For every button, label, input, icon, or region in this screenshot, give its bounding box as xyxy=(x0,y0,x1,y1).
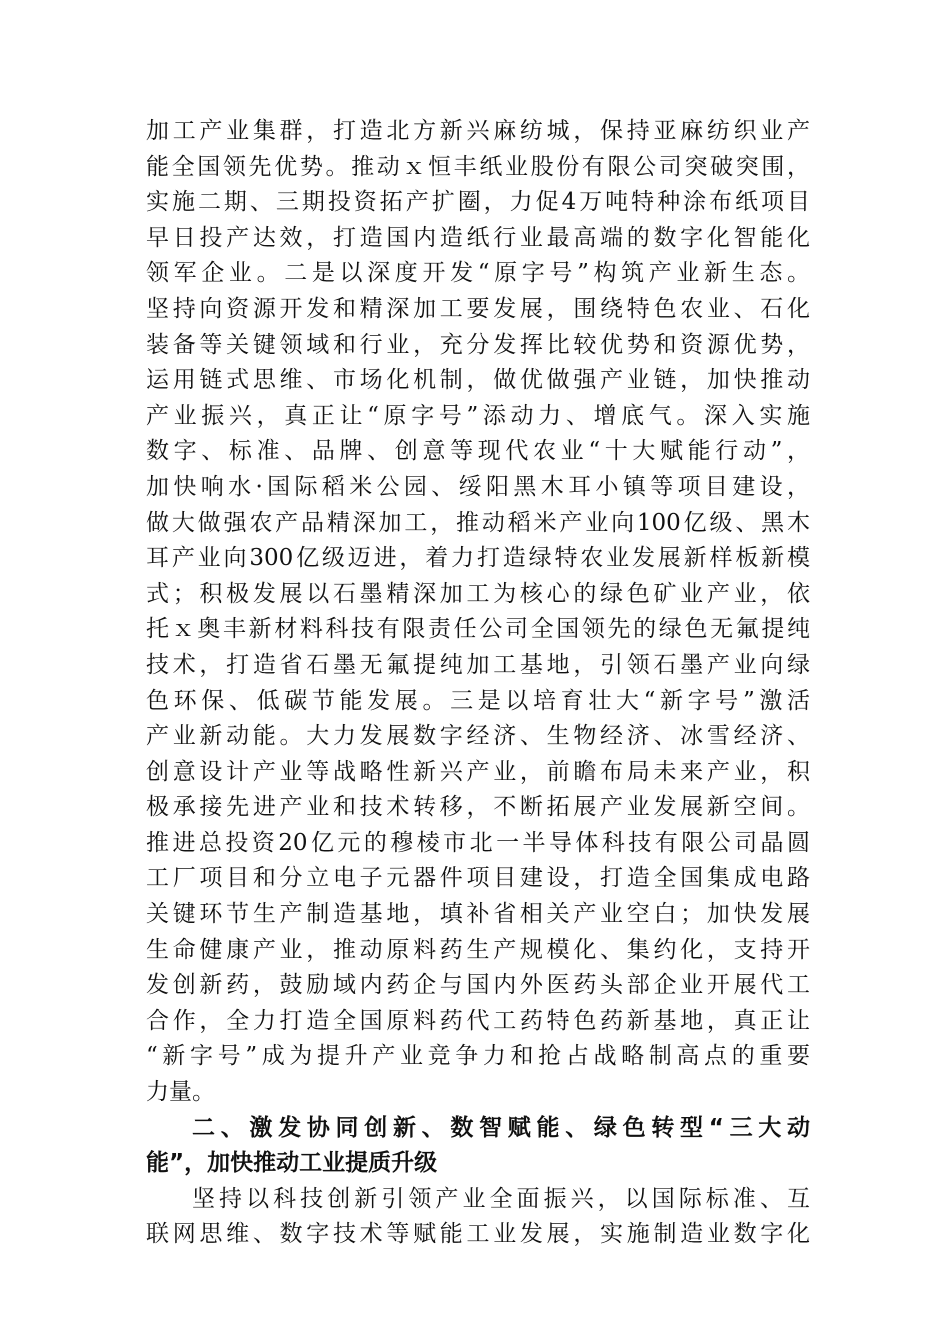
body-paragraph xyxy=(146,114,810,1111)
text-line: 技术，打造省石墨无氟提纯加工基地，引领石墨产业向绿 xyxy=(146,651,810,678)
text-line: 极承接先进产业和技术转移，不断拓展产业发展新空间。 xyxy=(146,794,810,821)
text-line: 领军企业。二是以深度开发“原字号”构筑产业新生态。 xyxy=(146,260,810,287)
text-line: 产业振兴，真正让“原字号”添动力、增底气。深入实施 xyxy=(146,402,810,429)
text-line: 产业新动能。大力发展数字经济、生物经济、冰雪经济、 xyxy=(146,723,810,750)
text-line: 数字、标准、品牌、创意等现代农业“十大赋能行动”， xyxy=(146,438,810,465)
text-line: 工厂项目和分立电子元器件项目建设，打造全国集成电路 xyxy=(146,865,810,892)
text-line: 发创新药，鼓励域内药企与国内外医药头部企业开展代工 xyxy=(146,972,810,999)
text-line: 加工产业集群，打造北方新兴麻纺城，保持亚麻纺织业产 xyxy=(146,118,810,144)
text-line: 运用链式思维、市场化机制，做优做强产业链，加快推动 xyxy=(146,367,810,394)
text-line: 生命健康产业，推动原料药生产规模化、集约化，支持开 xyxy=(146,936,810,963)
text-line: 耳产业向300亿级迈进，着力打造绿特农业发展新样板新模 xyxy=(146,545,810,572)
text-line: 托ｘ奥丰新材料科技有限责任公司全国领先的绿色无氟提纯 xyxy=(146,616,810,643)
text-line: 推进总投资20亿元的穆棱市北一半导体科技有限公司晶圆 xyxy=(146,829,810,856)
text-line: 装备等关键领域和行业，充分发挥比较优势和资源优势， xyxy=(146,331,810,358)
text-line: 坚持向资源开发和精深加工要发展，围绕特色农业、石化 xyxy=(146,295,810,322)
text-line: 能全国领先优势。推动ｘ恒丰纸业股份有限公司突破突围， xyxy=(146,153,810,180)
document-body xyxy=(146,114,810,1253)
text-line: 早日投产达效，打造国内造纸行业最高端的数字化智能化 xyxy=(146,224,810,251)
section-heading xyxy=(146,1111,810,1182)
text-line: 做大做强农产品精深加工，推动稻米产业向100亿级、黑木 xyxy=(146,509,810,536)
text-line: 合作，全力打造全国原料药代工药特色药新基地，真正让 xyxy=(146,1007,810,1034)
heading-line: 二、激发协同创新、数智赋能、绿色转型“三大动 xyxy=(192,1114,810,1141)
heading-line: 能”，加快推动工业提质升级 xyxy=(146,1150,438,1177)
text-line: 加快响水·国际稻米公园、绥阳黑木耳小镇等项目建设， xyxy=(146,473,810,500)
text-line: “新字号”成为提升产业竞争力和抢占战略制高点的重要 xyxy=(146,1043,810,1070)
text-line: 创意设计产业等战略性新兴产业，前瞻布局未来产业，积 xyxy=(146,758,810,785)
text-line: 式；积极发展以石墨精深加工为核心的绿色矿业产业，依 xyxy=(146,580,810,607)
text-line: 坚持以科技创新引领产业全面振兴，以国际标准、互 xyxy=(192,1185,810,1212)
body-paragraph xyxy=(146,1182,810,1253)
text-line: 关键环节生产制造基地，填补省相关产业空白；加快发展 xyxy=(146,901,810,928)
text-line: 力量。 xyxy=(146,1079,215,1106)
text-line: 实施二期、三期投资拓产扩圈，力促4万吨特种涂布纸项目 xyxy=(146,189,810,216)
text-line: 色环保、低碳节能发展。三是以培育壮大“新字号”激活 xyxy=(146,687,810,714)
text-line: 联网思维、数字技术等赋能工业发展，实施制造业数字化 xyxy=(146,1221,810,1248)
